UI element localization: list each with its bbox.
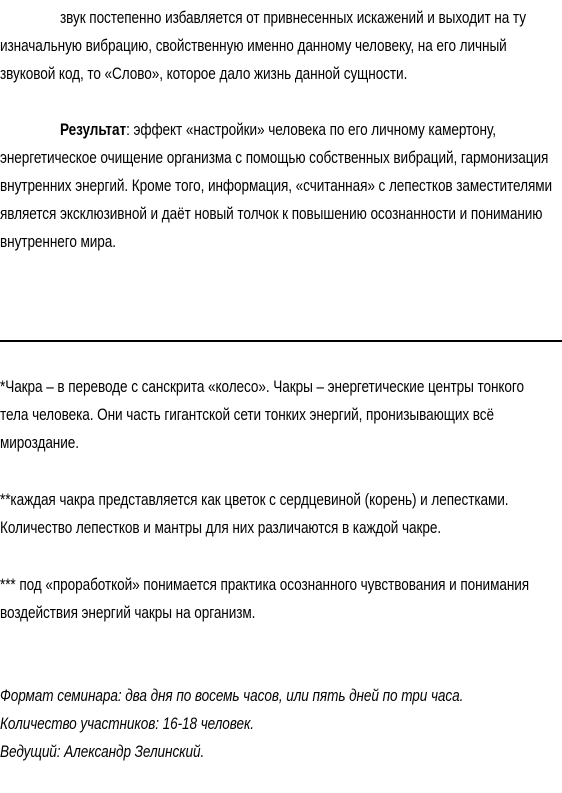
paragraph1-line2: изначальную вибрацию, свойственную именно данному человеку, на его личный bbox=[0, 36, 507, 55]
seminar-host: Ведущий: Александр Зелинский. bbox=[0, 742, 205, 761]
footnote2-line2: Количество лепестков и мантры для них различаются в каждой чакре. bbox=[0, 518, 442, 537]
result-label: Результат bbox=[60, 120, 127, 139]
footnote3-line1: *** под «проработкой» понимается практика осознанного чувствования и понимания bbox=[0, 575, 530, 594]
result-line1-text: : эффект «настройки» человека по его личному камертону, bbox=[126, 120, 496, 139]
result-line3: внутренних энергий. Кроме того, информация, «считанная» с лепестков заместителями bbox=[0, 176, 553, 195]
result-line2: энергетическое очищение организма с помощью собственных вибраций, гармонизация bbox=[0, 148, 549, 167]
result-line5: внутреннего мира. bbox=[0, 232, 116, 251]
footnote1-line1: *Чакра – в переводе с санскрита «колесо». Чакры – энергетические центры тонкого bbox=[0, 377, 524, 396]
seminar-participants: Количество участников: 16-18 человек. bbox=[0, 714, 255, 733]
paragraph1-line3: звуковой код, то «Слово», которое дало жизнь данной сущности. bbox=[0, 64, 408, 83]
section-divider bbox=[0, 340, 562, 342]
paragraph1-line1: звук постепенно избавляется от привнесенных искажений и выходит на ту bbox=[60, 8, 526, 27]
seminar-format: Формат семинара: два дня по восемь часов, или пять дней по три часа. bbox=[0, 686, 464, 705]
result-line1 bbox=[60, 120, 496, 140]
footnote1-line2: тела человека. Они часть гигантской сети тонких энергий, пронизывающих всё bbox=[0, 405, 494, 424]
footnote3-line2: воздействия энергий чакры на организм. bbox=[0, 603, 256, 622]
footnote2-line1: **каждая чакра представляется как цветок с сердцевиной (корень) и лепестками. bbox=[0, 490, 509, 509]
footnote1-line3: мироздание. bbox=[0, 433, 79, 452]
result-line4: является эксклюзивной и даёт новый толчок к повышению осознанности и пониманию bbox=[0, 204, 543, 223]
